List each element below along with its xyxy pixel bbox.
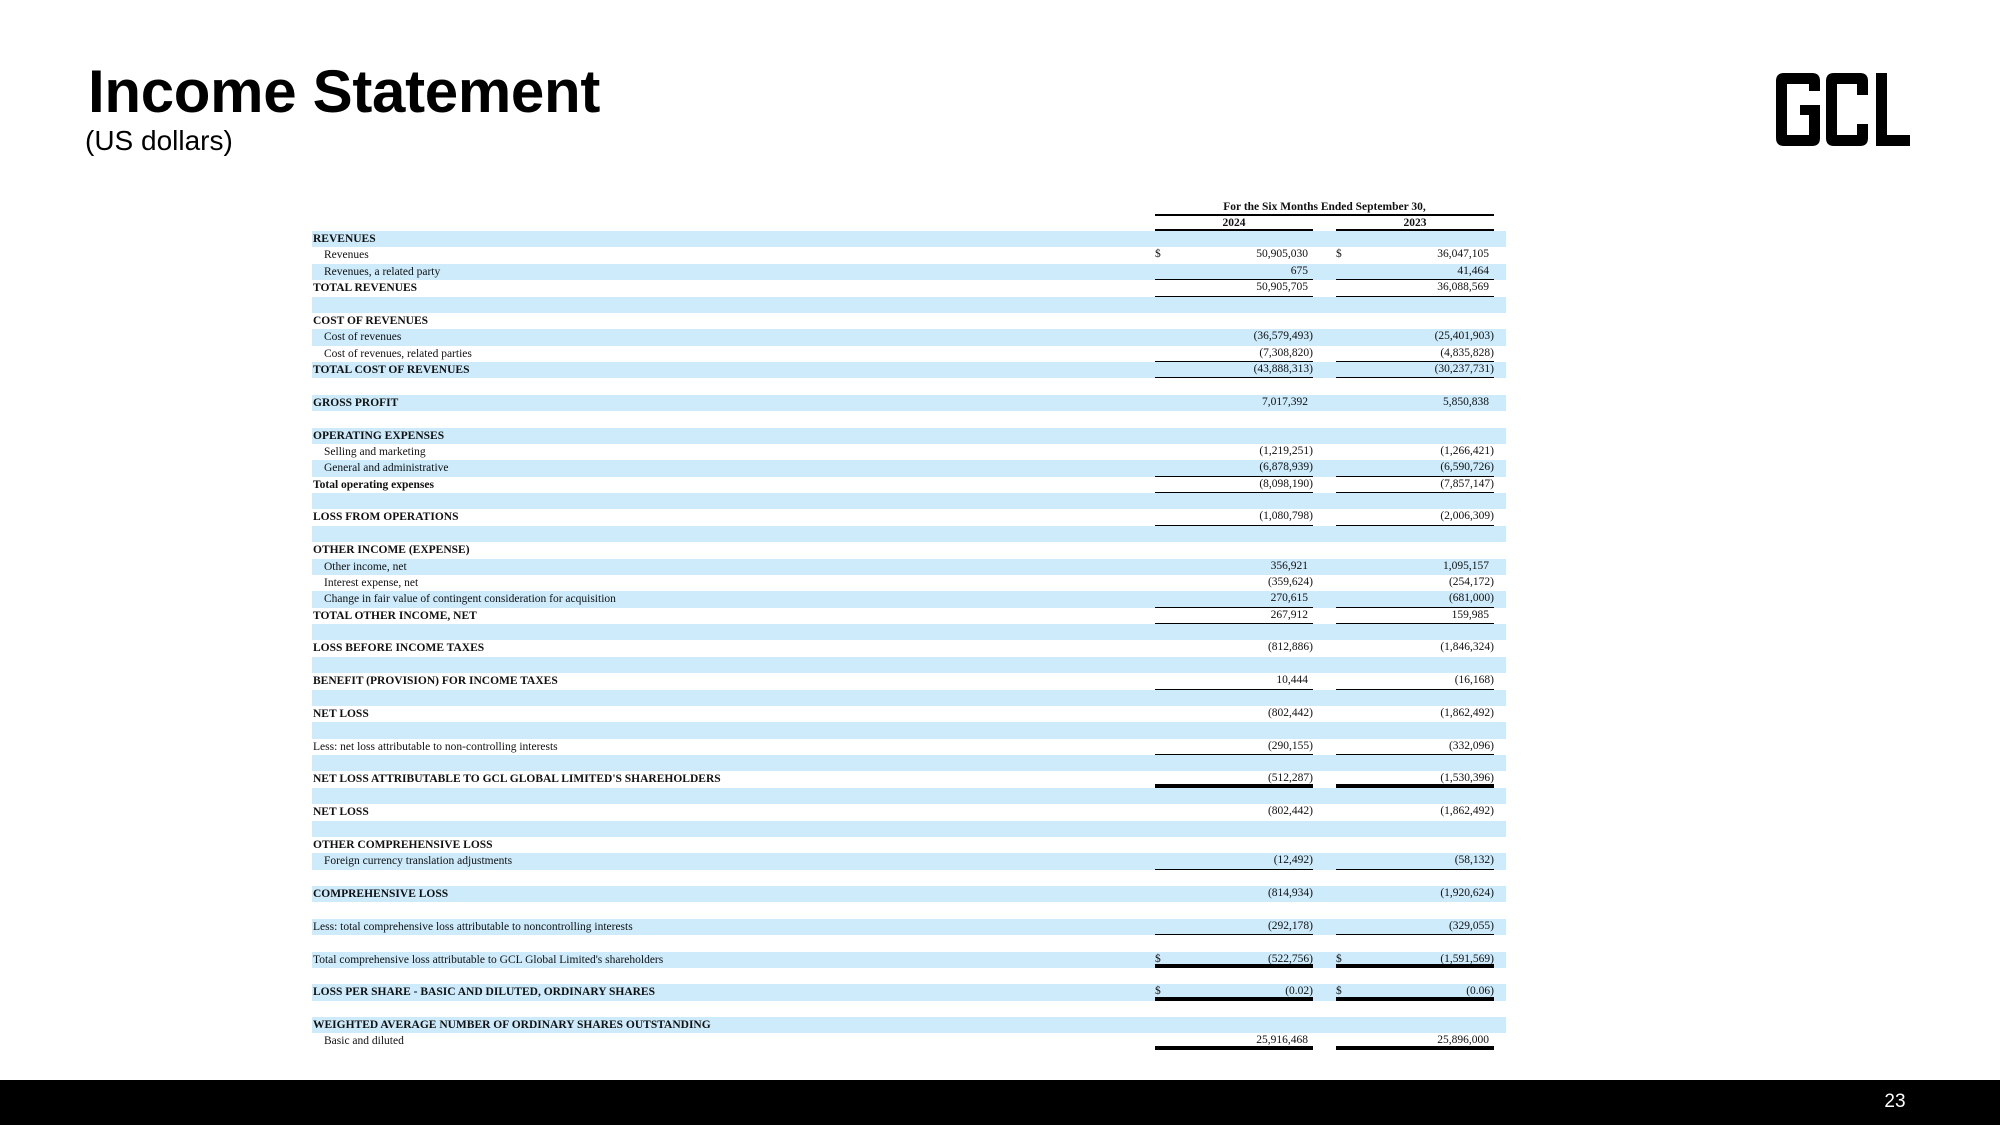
row-label: NET LOSS (313, 707, 369, 720)
value-2023-cell (1336, 346, 1494, 362)
value-2023-cell (1336, 919, 1494, 935)
table-row (312, 559, 1506, 575)
table-row (312, 542, 1506, 558)
value-2024-cell (1155, 624, 1313, 640)
row-label: Less: net loss attributable to non-controlling interests (313, 740, 558, 753)
value-2024-cell (1155, 297, 1313, 313)
value-2023-cell (1336, 804, 1494, 820)
value-2024: (512,287) (1267, 772, 1313, 785)
table-row (312, 935, 1506, 951)
value-2024-cell (1155, 771, 1313, 787)
value-2024-cell (1155, 395, 1313, 411)
currency-symbol: $ (1336, 985, 1342, 998)
value-2024: (7,308,820) (1259, 346, 1313, 359)
value-2023-cell (1336, 231, 1494, 247)
table-row (312, 444, 1506, 460)
value-2024: 50,905,030 (1256, 248, 1308, 261)
footer-bar (0, 1080, 2000, 1125)
value-2024-cell (1155, 935, 1313, 951)
table-row (312, 624, 1506, 640)
value-2024-cell (1155, 346, 1313, 362)
value-2023: (1,846,324) (1440, 641, 1494, 654)
value-2023-cell (1336, 509, 1494, 525)
value-2024: 50,905,705 (1256, 281, 1308, 294)
value-2024-cell (1155, 231, 1313, 247)
value-2024: 675 (1290, 264, 1308, 277)
gcl-logo (1776, 73, 1910, 146)
row-label: TOTAL OTHER INCOME, NET (313, 609, 477, 622)
page-title: Income Statement (88, 58, 600, 125)
table-row (312, 313, 1506, 329)
table-row (312, 575, 1506, 591)
value-2023-cell (1336, 411, 1494, 427)
value-2023-cell (1336, 608, 1494, 624)
row-label: Selling and marketing (324, 445, 426, 458)
value-2024: (43,888,313) (1253, 363, 1313, 375)
table-row (312, 509, 1506, 525)
table-row (312, 395, 1506, 411)
value-2023-cell (1336, 477, 1494, 493)
value-2024-cell (1155, 493, 1313, 509)
value-2024-cell (1155, 640, 1313, 656)
value-2024: (802,442) (1267, 706, 1313, 719)
row-label: Total comprehensive loss attributable to GCL Global Limited's shareholders (313, 953, 664, 966)
table-row (312, 411, 1506, 427)
value-2024: (814,934) (1267, 887, 1313, 899)
value-2023: (1,530,396) (1440, 772, 1494, 785)
value-2024-cell (1155, 608, 1313, 624)
value-2023: (1,862,492) (1440, 805, 1494, 818)
value-2023-cell (1336, 460, 1494, 476)
value-2023: (2,006,309) (1440, 510, 1494, 523)
table-row (312, 640, 1506, 656)
row-label: Total operating expenses (313, 478, 434, 491)
table-row (312, 690, 1506, 706)
table-row (312, 608, 1506, 624)
year-header-2024: 2024 (1155, 217, 1313, 231)
currency-symbol: $ (1155, 952, 1161, 965)
table-row (312, 968, 1506, 984)
row-label: Less: total comprehensive loss attributable to noncontrolling interests (313, 920, 633, 933)
value-2023-cell (1336, 984, 1494, 1000)
table-row (312, 247, 1506, 263)
value-2024: (359,624) (1267, 575, 1313, 588)
value-2023-cell (1336, 395, 1494, 411)
value-2023-cell (1336, 902, 1494, 918)
value-2023-cell (1336, 952, 1494, 968)
value-2023: (6,590,726) (1440, 461, 1494, 474)
table-row (312, 870, 1506, 886)
row-label: COMPREHENSIVE LOSS (313, 888, 449, 900)
value-2024: (1,080,798) (1259, 510, 1313, 523)
table-row (312, 264, 1506, 280)
value-2023: (58,132) (1454, 854, 1494, 867)
value-2023-cell (1336, 591, 1494, 607)
row-label: TOTAL REVENUES (313, 282, 418, 295)
value-2024-cell (1155, 706, 1313, 722)
row-label: OPERATING EXPENSES (313, 429, 445, 442)
row-label: GROSS PROFIT (313, 396, 399, 409)
row-label: Revenues, a related party (324, 265, 441, 278)
value-2024: 25,916,468 (1256, 1034, 1308, 1047)
row-label: OTHER COMPREHENSIVE LOSS (313, 838, 493, 851)
table-row (312, 804, 1506, 820)
value-2023: (329,055) (1448, 919, 1494, 932)
value-2024: (6,878,939) (1259, 461, 1313, 474)
year-header-2023: 2023 (1336, 217, 1494, 231)
value-2024-cell (1155, 591, 1313, 607)
value-2023-cell (1336, 771, 1494, 787)
table-row (312, 722, 1506, 738)
table-row (312, 886, 1506, 902)
value-2023-cell (1336, 640, 1494, 656)
row-label: NET LOSS ATTRIBUTABLE TO GCL GLOBAL LIMITED'S SHAREHOLDERS (313, 773, 721, 786)
table-row (312, 231, 1506, 247)
row-label: LOSS PER SHARE - BASIC AND DILUTED, ORDINARY SHARES (313, 986, 656, 999)
value-2024-cell (1155, 313, 1313, 329)
table-row (312, 706, 1506, 722)
value-2024-cell (1155, 870, 1313, 886)
value-2023-cell (1336, 444, 1494, 460)
gcl-logo-icon (1776, 73, 1910, 146)
value-2024-cell (1155, 477, 1313, 493)
value-2024-cell (1155, 362, 1313, 378)
value-2023-cell (1336, 329, 1494, 345)
row-label: Revenues (324, 249, 369, 262)
value-2023-cell (1336, 526, 1494, 542)
value-2024: 270,615 (1270, 592, 1308, 605)
value-2023-cell (1336, 1001, 1494, 1017)
table-row (312, 1017, 1506, 1033)
table-row (312, 952, 1506, 968)
value-2024-cell (1155, 722, 1313, 738)
value-2023-cell (1336, 886, 1494, 902)
value-2023-cell (1336, 821, 1494, 837)
value-2023: (681,000) (1448, 592, 1494, 605)
value-2024-cell (1155, 575, 1313, 591)
row-label: LOSS BEFORE INCOME TAXES (313, 642, 485, 655)
value-2024-cell (1155, 788, 1313, 804)
row-label: LOSS FROM OPERATIONS (313, 511, 459, 524)
table-row (312, 346, 1506, 362)
value-2024-cell (1155, 755, 1313, 771)
value-2023-cell (1336, 690, 1494, 706)
currency-symbol: $ (1155, 985, 1161, 998)
value-2023: (30,237,731) (1434, 363, 1494, 375)
table-row (312, 1033, 1506, 1049)
table-row (312, 460, 1506, 476)
table-row (312, 657, 1506, 673)
value-2023: (1,591,569) (1440, 952, 1494, 965)
income-statement-table (312, 198, 1506, 1050)
value-2024-cell (1155, 444, 1313, 460)
value-2023-cell (1336, 280, 1494, 296)
table-row (312, 428, 1506, 444)
value-2023: (254,172) (1448, 575, 1494, 588)
value-2023-cell (1336, 1017, 1494, 1033)
value-2024: (8,098,190) (1259, 477, 1313, 490)
value-2024-cell (1155, 739, 1313, 755)
value-2024-cell (1155, 837, 1313, 853)
value-2024: (12,492) (1273, 854, 1313, 867)
row-label: BENEFIT (PROVISION) FOR INCOME TAXES (313, 675, 558, 688)
value-2023: (25,401,903) (1434, 330, 1494, 343)
row-label: Basic and diluted (324, 1035, 404, 1048)
table-row (312, 853, 1506, 869)
value-2023-cell (1336, 247, 1494, 263)
value-2023: (1,266,421) (1440, 444, 1494, 457)
value-2024-cell (1155, 1017, 1313, 1033)
value-2023-cell (1336, 853, 1494, 869)
value-2023-cell (1336, 493, 1494, 509)
value-2024-cell (1155, 968, 1313, 984)
table-row (312, 526, 1506, 542)
row-label: WEIGHTED AVERAGE NUMBER OF ORDINARY SHARES OUTSTANDING (313, 1019, 711, 1031)
row-label: TOTAL COST OF REVENUES (313, 364, 470, 376)
value-2023: 5,850,838 (1443, 395, 1489, 408)
value-2024-cell (1155, 886, 1313, 902)
table-row (312, 788, 1506, 804)
table-row (312, 591, 1506, 607)
table-row (312, 673, 1506, 689)
table-row (312, 902, 1506, 918)
value-2023: 41,464 (1457, 264, 1489, 277)
table-row (312, 837, 1506, 853)
value-2023-cell (1336, 378, 1494, 394)
table-row (312, 378, 1506, 394)
value-2024-cell (1155, 247, 1313, 263)
value-2024-cell (1155, 559, 1313, 575)
value-2024-cell (1155, 984, 1313, 1000)
value-2024: (522,756) (1267, 952, 1313, 965)
value-2024-cell (1155, 952, 1313, 968)
value-2024-cell (1155, 1001, 1313, 1017)
value-2024-cell (1155, 673, 1313, 689)
value-2023-cell (1336, 755, 1494, 771)
value-2023-cell (1336, 297, 1494, 313)
value-2024-cell (1155, 690, 1313, 706)
value-2023-cell (1336, 673, 1494, 689)
value-2024: (0.02) (1285, 985, 1313, 998)
value-2024-cell (1155, 264, 1313, 280)
row-label: OTHER INCOME (EXPENSE) (313, 544, 470, 557)
value-2024-cell (1155, 657, 1313, 673)
row-label: COST OF REVENUES (313, 314, 429, 327)
value-2023: (16,168) (1454, 674, 1494, 687)
value-2023-cell (1336, 739, 1494, 755)
currency-symbol: $ (1336, 248, 1342, 261)
row-label: NET LOSS (313, 806, 369, 819)
value-2024-cell (1155, 460, 1313, 476)
value-2024: (802,442) (1267, 805, 1313, 818)
table-row (312, 919, 1506, 935)
value-2024: 7,017,392 (1262, 395, 1308, 408)
page-subtitle: (US dollars) (85, 125, 233, 156)
value-2024: (1,219,251) (1259, 444, 1313, 457)
value-2023-cell (1336, 428, 1494, 444)
value-2024: 10,444 (1276, 674, 1308, 687)
value-2024-cell (1155, 919, 1313, 935)
value-2023-cell (1336, 870, 1494, 886)
value-2024: (292,178) (1267, 919, 1313, 932)
value-2023: (7,857,147) (1440, 477, 1494, 490)
table-row (312, 1001, 1506, 1017)
table-row (312, 771, 1506, 787)
value-2023-cell (1336, 788, 1494, 804)
value-2024-cell (1155, 378, 1313, 394)
table-row (312, 493, 1506, 509)
value-2023-cell (1336, 837, 1494, 853)
table-body (312, 231, 1506, 1050)
table-row (312, 739, 1506, 755)
value-2023-cell (1336, 313, 1494, 329)
row-label: Interest expense, net (324, 576, 419, 589)
table-row (312, 984, 1506, 1000)
value-2023-cell (1336, 264, 1494, 280)
value-2024-cell (1155, 821, 1313, 837)
value-2023-cell (1336, 559, 1494, 575)
value-2023: 1,095,157 (1443, 559, 1489, 572)
value-2024-cell (1155, 1033, 1313, 1049)
value-2024: 267,912 (1270, 608, 1308, 621)
value-2024-cell (1155, 509, 1313, 525)
value-2023-cell (1336, 1033, 1494, 1049)
value-2023-cell (1336, 935, 1494, 951)
value-2023: 159,985 (1451, 608, 1489, 621)
table-row (312, 280, 1506, 296)
value-2023-cell (1336, 968, 1494, 984)
value-2024-cell (1155, 853, 1313, 869)
value-2024: (812,886) (1267, 641, 1313, 654)
value-2023: (332,096) (1448, 739, 1494, 752)
value-2024: (36,579,493) (1253, 330, 1313, 343)
row-label: Cost of revenues, related parties (324, 347, 472, 360)
value-2024-cell (1155, 428, 1313, 444)
value-2023: (1,920,624) (1440, 887, 1494, 899)
row-label: REVENUES (313, 233, 376, 245)
value-2023: (0.06) (1466, 985, 1494, 998)
value-2023-cell (1336, 706, 1494, 722)
table-row (312, 755, 1506, 771)
value-2023-cell (1336, 575, 1494, 591)
value-2024-cell (1155, 902, 1313, 918)
table-row (312, 821, 1506, 837)
table-row (312, 477, 1506, 493)
value-2024-cell (1155, 329, 1313, 345)
period-header: For the Six Months Ended September 30, (1155, 200, 1494, 216)
value-2024: (290,155) (1267, 739, 1313, 752)
row-label: Other income, net (324, 560, 407, 573)
value-2023-cell (1336, 657, 1494, 673)
value-2023: (4,835,828) (1440, 346, 1494, 359)
table-row (312, 362, 1506, 378)
value-2024-cell (1155, 542, 1313, 558)
value-2024: 356,921 (1270, 559, 1308, 572)
value-2024-cell (1155, 804, 1313, 820)
row-label: General and administrative (324, 462, 449, 475)
value-2023-cell (1336, 624, 1494, 640)
value-2023: (1,862,492) (1440, 706, 1494, 719)
value-2024-cell (1155, 526, 1313, 542)
value-2023-cell (1336, 722, 1494, 738)
value-2023-cell (1336, 362, 1494, 378)
table-row (312, 329, 1506, 345)
value-2023-cell (1336, 542, 1494, 558)
value-2024-cell (1155, 411, 1313, 427)
row-label: Foreign currency translation adjustments (324, 855, 513, 868)
value-2023: 25,896,000 (1437, 1034, 1489, 1047)
value-2023: 36,047,105 (1437, 248, 1489, 261)
currency-symbol: $ (1155, 248, 1161, 261)
table-header (312, 198, 1506, 231)
row-label: Change in fair value of contingent consideration for acquisition (324, 593, 616, 606)
row-label: Cost of revenues (324, 331, 402, 344)
table-row (312, 297, 1506, 313)
value-2024-cell (1155, 280, 1313, 296)
page-number: 23 (1884, 1091, 1906, 1112)
value-2023: 36,088,569 (1437, 281, 1489, 294)
currency-symbol: $ (1336, 952, 1342, 965)
